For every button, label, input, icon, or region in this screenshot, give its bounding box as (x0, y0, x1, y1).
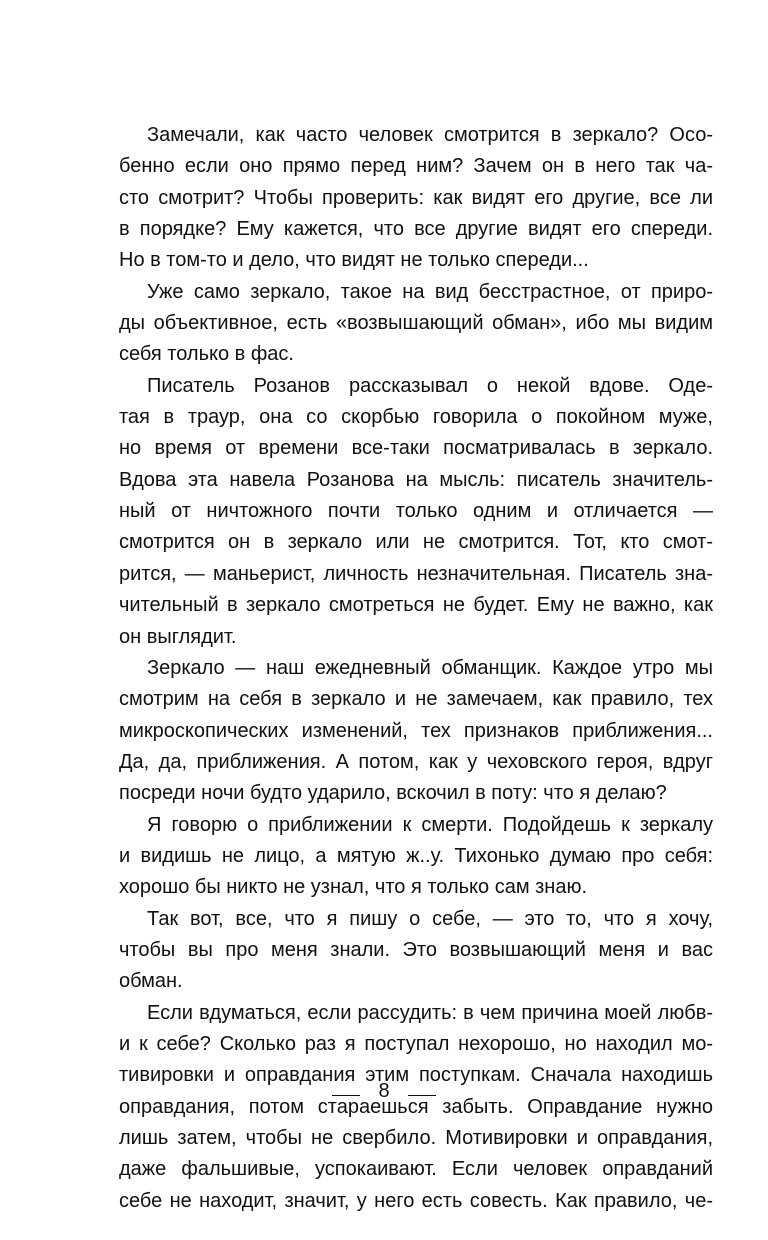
text-line: микроскопических изменений, тех признаков приближения... (119, 719, 713, 742)
text-line: оправдания, потом стараешься забыть. Оправдание нужно (119, 1095, 713, 1118)
text-line: ный от ничтожного почти только одним и отличается — (119, 500, 713, 523)
text-line: Так вот, все, что я пишу о себе, — это то, что я хочу, (147, 907, 713, 930)
text-line: и видишь не лицо, а мятую ж..у. Тихонько думаю про себя: (119, 844, 713, 867)
text-line: рится, — маньерист, личность незначительная. Писатель зна- (119, 562, 713, 585)
text-line: Вдова эта навела Розанова на мысль: писатель значитель- (119, 468, 713, 491)
text-line: Если вдуматься, если рассудить: в чем причина моей любв- (147, 1001, 713, 1024)
text-line: себе не находит, значит, у него есть совесть. Как правило, че- (119, 1189, 713, 1212)
page-body-text (119, 120, 713, 1217)
paragraph (119, 277, 713, 371)
paragraph (119, 904, 713, 998)
text-line: чтобы вы про меня знали. Это возвышающий меня и вас (119, 938, 713, 961)
text-line: сто смотрит? Чтобы проверить: как видят его другие, все ли (119, 186, 713, 209)
text-line: посреди ночи будто ударило, вскочил в поту: что я делаю? (119, 782, 667, 805)
text-line: в порядке? Ему кажется, что все другие видят его спереди. (119, 218, 713, 241)
text-line: Я говорю о приближении к смерти. Подойдешь к зеркалу (147, 813, 713, 836)
text-line: Но в том-то и дело, что видят не только спереди... (119, 249, 589, 272)
footer-rule-right (408, 1095, 436, 1096)
page-number: 8 (378, 1080, 390, 1102)
text-line: тая в траур, она со скорбью говорила о покойном муже, (119, 406, 713, 429)
text-line: он выглядит. (119, 625, 237, 648)
text-line: Зеркало — наш ежедневный обманщик. Каждое утро мы (147, 656, 713, 679)
text-line: Уже само зеркало, такое на вид бесстрастное, от приро- (147, 280, 713, 303)
text-line: ды объективное, есть «возвышающий обман», ибо мы видим (119, 312, 713, 335)
paragraph (119, 371, 713, 653)
text-line: хорошо бы никто не узнал, что я только сам знаю. (119, 876, 588, 899)
footer-rule-left (332, 1095, 360, 1096)
text-line: лишь затем, чтобы не свербило. Мотивировки и оправдания, (119, 1127, 713, 1149)
text-line: смотрится он в зеркало или не смотрится. Тот, кто смот- (119, 531, 713, 554)
text-line: бенно если оно прямо перед ним? Зачем он в него так ча- (119, 155, 713, 178)
text-line: себя только в фас. (119, 343, 294, 366)
text-line: Замечали, как часто человек смотрится в зеркало? Осо- (147, 124, 713, 146)
text-line: но время от времени все-таки посматривалась в зеркало. (119, 437, 713, 460)
text-line: чительный в зеркало смотреться не будет. Ему не важно, как (119, 594, 713, 617)
text-line: Писатель Розанов рассказывал о некой вдове. Оде- (147, 374, 713, 397)
text-line: Да, да, приближения. А потом, как у чеховского героя, вдруг (119, 750, 713, 773)
text-line: и к себе? Сколько раз я поступал нехорошо, но находил мо- (119, 1032, 713, 1055)
paragraph (119, 653, 713, 810)
text-line: обман. (119, 970, 183, 993)
text-line: тивировки и оправдания этим поступкам. Сначала находишь (119, 1064, 713, 1087)
page-footer (0, 1080, 768, 1103)
paragraph (119, 120, 713, 277)
text-line: смотрим на себя в зеркало и не замечаем, как правило, тех (119, 688, 713, 711)
paragraph (119, 810, 713, 904)
paragraph (119, 998, 713, 1217)
text-line: даже фальшивые, успокаивают. Если человек оправданий (119, 1158, 713, 1181)
